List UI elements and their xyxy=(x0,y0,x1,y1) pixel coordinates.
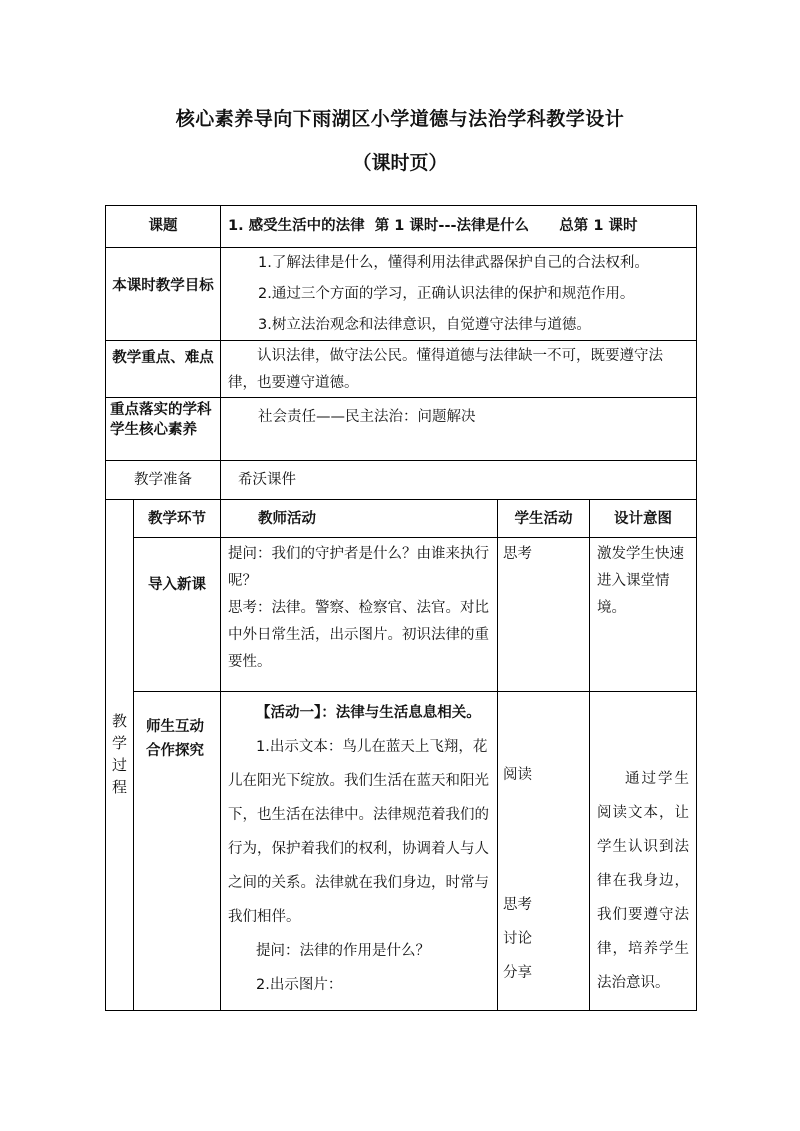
student-item: 分享 xyxy=(503,965,532,981)
document-subtitle: （课时页） xyxy=(352,152,448,174)
prep-value: 希沃课件 xyxy=(238,472,296,488)
intent-explore: 通过学生阅读文本，让学生认识到法律在我身边，我们要遵守法律，培养学生法治意识。 xyxy=(597,771,689,991)
goal-item: 3.树立法治观念和法律意识，自觉遵守法律与道德。 xyxy=(258,317,591,333)
header-teacher: 教师活动 xyxy=(258,511,316,527)
header-stage: 教学环节 xyxy=(148,511,206,527)
student-item: 讨论 xyxy=(503,931,532,947)
document-title: 核心素养导向下雨湖区小学道德与法治学科教学设计 xyxy=(175,108,625,130)
teacher-explore xyxy=(228,696,493,1002)
teacher-line: 2.出示图片： xyxy=(256,977,343,993)
teacher-line: 1.出示文本：鸟儿在蓝天上飞翔，花儿在阳光下绽放。我们生活在蓝天和阳光下，也生活在法律中。法律规范着我们的行为，保护着我们的权利，协调着人与人之间的关系。法律就在我们身边，时常与我们相伴。 xyxy=(228,739,489,925)
teacher-line: 思考：法律。警察、检察官、法官。对比中外日常生活，出示图片。初识法律的重要性。 xyxy=(228,600,489,670)
intent-intro: 激发学生快速进入课堂情境。 xyxy=(597,546,684,616)
goals-label: 本课时教学目标 xyxy=(112,278,214,294)
student-read: 阅读 xyxy=(503,767,532,783)
student-discuss xyxy=(503,888,587,990)
topic-label: 课题 xyxy=(148,218,178,234)
teacher-intro xyxy=(228,541,493,676)
process-side-label xyxy=(106,710,133,798)
teacher-line: 提问：法律的作用是什么？ xyxy=(256,943,430,959)
topic-value: 1. 感受生活中的法律 第 1 课时---法律是什么 总第 1 课时 xyxy=(228,218,638,234)
literacy-label: 重点落实的学科学生核心素养 xyxy=(110,402,212,438)
goals-list xyxy=(258,253,694,346)
process-side-text: 教学过程 xyxy=(111,712,127,796)
goal-item: 2.通过三个方面的学习，正确认识法律的保护和规范作用。 xyxy=(258,286,635,302)
stage-intro: 导入新课 xyxy=(148,577,206,593)
literacy-value: 社会责任——民主法治：问题解决 xyxy=(258,409,476,425)
teacher-line: 提问：我们的守护者是什么？由谁来执行呢？ xyxy=(228,546,489,589)
student-item: 思考 xyxy=(503,897,532,913)
key-label: 教学重点、难点 xyxy=(112,350,214,366)
header-student: 学生活动 xyxy=(514,511,573,527)
header-intent: 设计意图 xyxy=(614,511,672,527)
prep-label: 教学准备 xyxy=(134,472,192,488)
activity-heading: 【活动一】：法律与生活息息相关。 xyxy=(256,705,481,721)
student-intro: 思考 xyxy=(503,546,532,562)
stage-explore: 师生互动合作探究 xyxy=(146,719,204,759)
key-value: 认识法律，做守法公民。懂得道德与法律缺一不可，既要遵守法律，也要遵守道德。 xyxy=(228,348,663,391)
goal-item: 1.了解法律是什么，懂得利用法律武器保护自己的合法权利。 xyxy=(258,255,649,271)
